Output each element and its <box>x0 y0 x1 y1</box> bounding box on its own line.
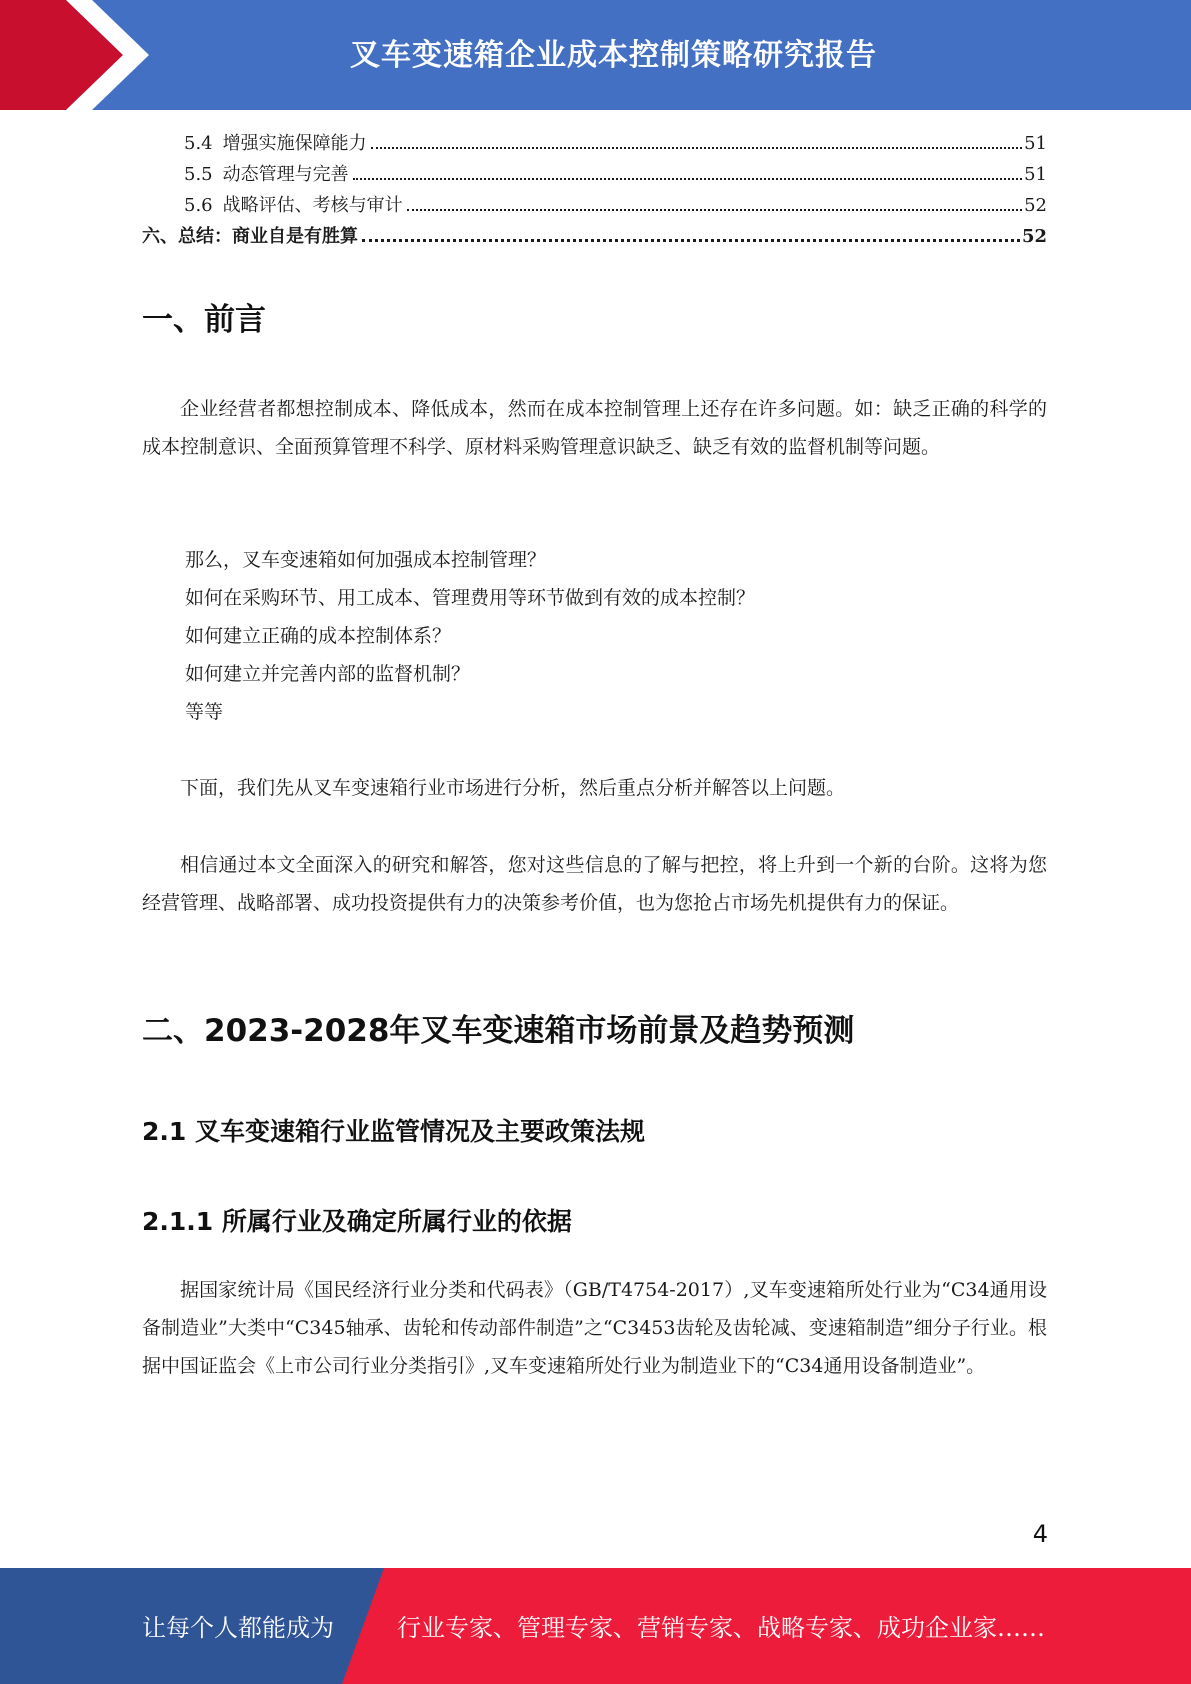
preface-paragraph-2: 下面，我们先从叉车变速箱行业市场进行分析，然后重点分析并解答以上问题。 <box>180 777 846 799</box>
toc-leader-dots <box>353 178 1022 180</box>
question-item: 等等 <box>185 701 224 723</box>
page-number: 4 <box>1032 1520 1048 1548</box>
toc-entry-title: 增强实施保障能力 <box>222 133 367 154</box>
section-heading-market-forecast: 二、2023-2028年叉车变速箱市场前景及趋势预测 <box>142 1013 855 1049</box>
preface-paragraph-3: 相信通过本文全面深入的研究和解答，您对这些信息的了解与把控，将上升到一个新的台阶。这将为您经营管理、战略部署、成功投资提供有力的决策参考价值，也为您抢占市场先机提供有力的保证。 <box>142 854 1047 914</box>
toc-entry-page: 52 <box>1024 195 1047 216</box>
toc-entry-page: 51 <box>1024 164 1047 185</box>
toc-entry[interactable] <box>142 159 1047 190</box>
table-of-contents <box>142 128 1047 252</box>
toc-entry[interactable] <box>142 128 1047 159</box>
toc-entry[interactable] <box>142 221 1047 252</box>
toc-entry-number: 六、 <box>142 226 178 247</box>
report-title: 叉车变速箱企业成本控制策略研究报告 <box>350 38 877 73</box>
toc-entry-title: 动态管理与完善 <box>222 164 349 185</box>
industry-basis-paragraph: 据国家统计局《国民经济行业分类和代码表》（GB/T4754-2017）,叉车变速箱所处行业为“C34通用设备制造业”大类中“C345轴承、齿轮和传动部件制造”之“C3453齿轮及齿轮减、变速箱制造”细分子行业。根据中国证监会《上市公司行业分类指引》,叉车变速箱所处行业为制造业下的“C34通用设备制造业”。 <box>142 1279 1047 1377</box>
toc-entry-number: 5.5 <box>184 164 213 185</box>
toc-leader-dots <box>362 239 1020 242</box>
subsection-heading-regulation: 2.1 叉车变速箱行业监管情况及主要政策法规 <box>142 1117 645 1146</box>
toc-entry-page: 52 <box>1021 226 1047 247</box>
question-item: 如何在采购环节、用工成本、管理费用等环节做到有效的成本控制？ <box>185 587 756 609</box>
question-item: 那么，叉车变速箱如何加强成本控制管理？ <box>185 549 547 571</box>
page-header <box>0 0 1191 110</box>
page-footer <box>0 1568 1191 1684</box>
toc-entry-title: 战略评估、考核与审计 <box>222 195 403 216</box>
toc-leader-dots <box>371 147 1022 149</box>
footer-slogan-right: 行业专家、管理专家、营销专家、战略专家、成功企业家…… <box>397 1614 1045 1642</box>
section-heading-preface: 一、前言 <box>142 302 266 338</box>
subsubsection-heading-industry-basis: 2.1.1 所属行业及确定所属行业的依据 <box>142 1207 572 1236</box>
question-list <box>185 541 1045 731</box>
footer-slogan-left: 让每个人都能成为 <box>142 1614 334 1642</box>
toc-entry-number: 5.6 <box>184 195 213 216</box>
toc-leader-dots <box>407 209 1022 211</box>
toc-entry[interactable] <box>142 190 1047 221</box>
question-item: 如何建立正确的成本控制体系？ <box>185 625 452 647</box>
preface-paragraph-1: 企业经营者都想控制成本、降低成本，然而在成本控制管理上还存在许多问题。如：缺乏正确的科学的成本控制意识、全面预算管理不科学、原材料采购管理意识缺乏、缺乏有效的监督机制等问题。 <box>142 398 1047 458</box>
toc-entry-page: 51 <box>1024 133 1047 154</box>
toc-entry-title: 总结：商业自是有胜算 <box>178 226 358 247</box>
toc-entry-number: 5.4 <box>184 133 213 154</box>
question-item: 如何建立并完善内部的监督机制？ <box>185 663 471 685</box>
